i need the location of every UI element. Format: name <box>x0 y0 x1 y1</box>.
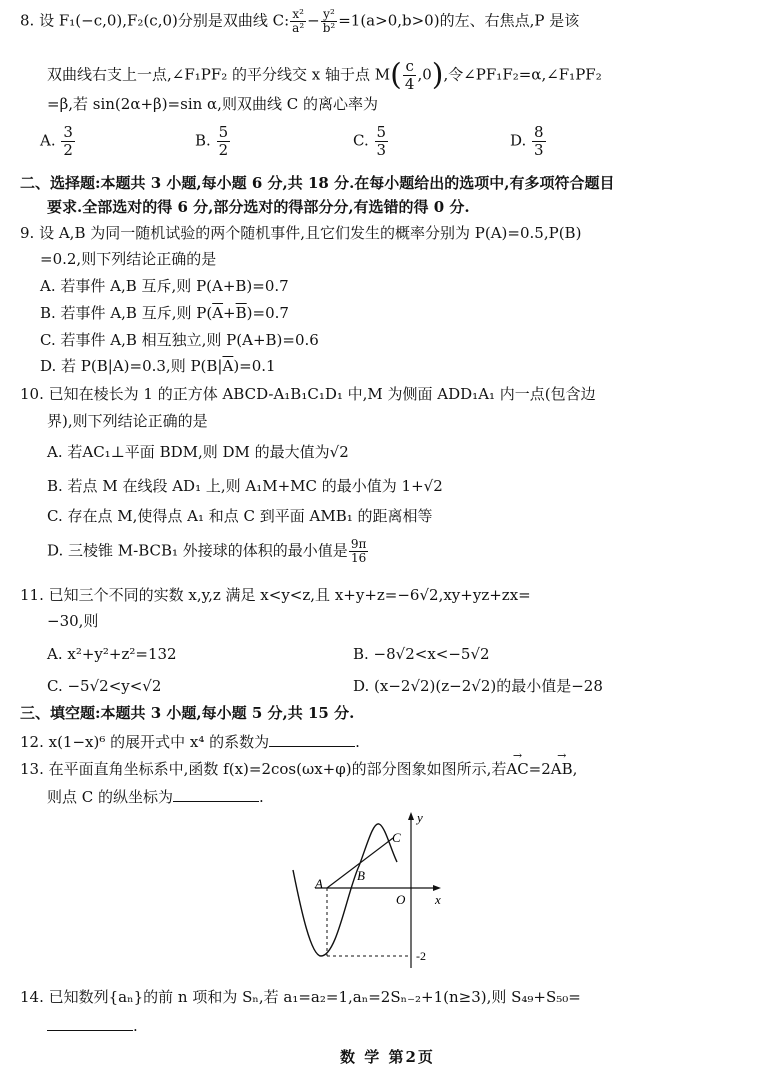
q8-line2: 双曲线右支上一点,∠F₁PF₂ 的平分线交 x 轴于点 M( $\frac{c}{4}$ ,0),令∠PF₁F₂=α,∠F₁PF₂ <box>47 57 602 93</box>
q12-line: 12. x(1−x)⁶ 的展开式中 x⁴ 的系数为 . <box>20 730 360 753</box>
q11-line2: −30,则 <box>47 612 99 630</box>
q8-option-a: A. $\frac{3}{2}$ <box>40 123 73 159</box>
q8-option-c: C. $\frac{5}{3}$ <box>353 123 387 159</box>
q8-frac-x2-a2: $\frac{\text{x²}}{\text{a²}}$ <box>292 7 305 35</box>
q11-option-b: B. −8√2<x<−5√2 <box>353 645 490 663</box>
q13-line1: 13. 在平面直角坐标系中,函数 f(x)=2cos(ωx+φ)的部分图象如图所示,若→ AC=2→ AB, <box>20 758 577 780</box>
q9-option-a: A. 若事件 A,B 互斥,则 P(A+B)=0.7 <box>40 277 289 295</box>
q9-line1: 9. 设 A,B 为同一随机试验的两个随机事件,且它们发生的概率分别为 P(A)=0.5,P(B) <box>20 224 582 242</box>
vector-ab: → AB <box>551 758 573 780</box>
label-neg2: -2 <box>416 949 426 963</box>
q11-line1: 11. 已知三个不同的实数 x,y,z 满足 x<y<z,且 x+y+z=−6√2,xy+yz+zx= <box>20 586 531 604</box>
label-y: y <box>417 810 423 825</box>
label-point-c: C <box>392 830 401 845</box>
q10-line2: 界),则下列结论正确的是 <box>47 412 208 430</box>
q9-option-c: C. 若事件 A,B 相互独立,则 P(A+B)=0.6 <box>40 331 319 349</box>
label-point-a: A <box>315 876 323 891</box>
q8-line3: =β,若 sin(2α+β)=sin α,则双曲线 C 的离心率为 <box>47 95 378 113</box>
label-origin: O <box>396 892 406 907</box>
label-x: x <box>435 892 441 907</box>
cosine-graph <box>285 810 455 972</box>
q8-option-d: D. $\frac{8}{3}$ <box>510 123 544 159</box>
q12-answer-blank[interactable] <box>269 730 355 747</box>
q10-option-d: D. 三棱锥 M-BCB₁ 外接球的体积的最小值是 $\frac{9\pi}{16}$ <box>47 537 367 565</box>
q8-frac-c-4: $\frac{c}{4}$ <box>404 57 415 93</box>
q10-option-c: C. 存在点 M,使得点 A₁ 和点 C 到平面 AMB₁ 的距离相等 <box>47 507 433 525</box>
q11-option-d: D. (x−2√2)(z−2√2)的最小值是−28 <box>353 677 603 695</box>
q8-option-b: B. $\frac{5}{2}$ <box>195 123 229 159</box>
q11-option-a: A. x²+y²+z²=132 <box>47 645 177 663</box>
q11-option-c: C. −5√2<y<√2 <box>47 677 162 695</box>
page-footer: 数 学 第2页 <box>340 1048 435 1066</box>
section2-heading-cont: 要求.全部选对的得 6 分,部分选对的得部分分,有选错的得 0 分. <box>47 198 470 216</box>
vector-ac: → AC <box>506 758 528 780</box>
q9-line2: =0.2,则下列结论正确的是 <box>40 250 217 268</box>
q10-option-a: A. 若AC₁⊥平面 BDM,则 DM 的最大值为√2 <box>47 443 349 461</box>
q14-line1: 14. 已知数列{aₙ}的前 n 项和为 Sₙ,若 a₁=a₂=1,aₙ=2Sₙ₋₂+1(n≥3),则 S₄₉+S₅₀= <box>20 988 581 1006</box>
label-point-b: B <box>357 868 365 883</box>
q13-line2: 则点 C 的纵坐标为 . <box>47 785 264 808</box>
cosine-curve <box>293 824 397 956</box>
q10-line1: 10. 已知在棱长为 1 的正方体 ABCD-A₁B₁C₁D₁ 中,M 为侧面 ADD₁A₁ 内一点(包含边 <box>20 385 596 403</box>
q14-answer-blank[interactable] <box>47 1014 133 1031</box>
section3-heading: 三、填空题:本题共 3 小题,每小题 5 分,共 15 分. <box>20 704 355 722</box>
section2-heading: 二、选择题:本题共 3 小题,每小题 6 分,共 18 分.在每小题给出的选项中,有多项符合题目 <box>20 174 615 192</box>
q9-option-d: D. 若 P(B|A)=0.3,则 $P(B|\overline{A})=0.1$ <box>40 357 276 375</box>
q13-answer-blank[interactable] <box>173 785 259 802</box>
q8-line1: 8. 设 F₁(−c,0),F₂(c,0)分别是双曲线 C: $\frac{\text{x²}}{\text{a²}}$ − $\frac{\text{y²}}{\text{b²}}$ =1(a>0,b>0)的左、右焦点,P 是该 <box>20 7 580 35</box>
x-axis-arrow <box>433 885 441 891</box>
q14-line2: . <box>47 1014 138 1037</box>
q10-option-b: B. 若点 M 在线段 AD₁ 上,则 A₁M+MC 的最小值为 1+√2 <box>47 477 443 495</box>
q8-frac-y2-b2: $\frac{\text{y²}}{\text{b²}}$ <box>322 7 336 35</box>
y-axis-arrow <box>408 812 414 820</box>
q9-option-b: B. 若事件 A,B 互斥,则 $P(\overline{A}+\overline{B})=0.7$ <box>40 304 289 322</box>
